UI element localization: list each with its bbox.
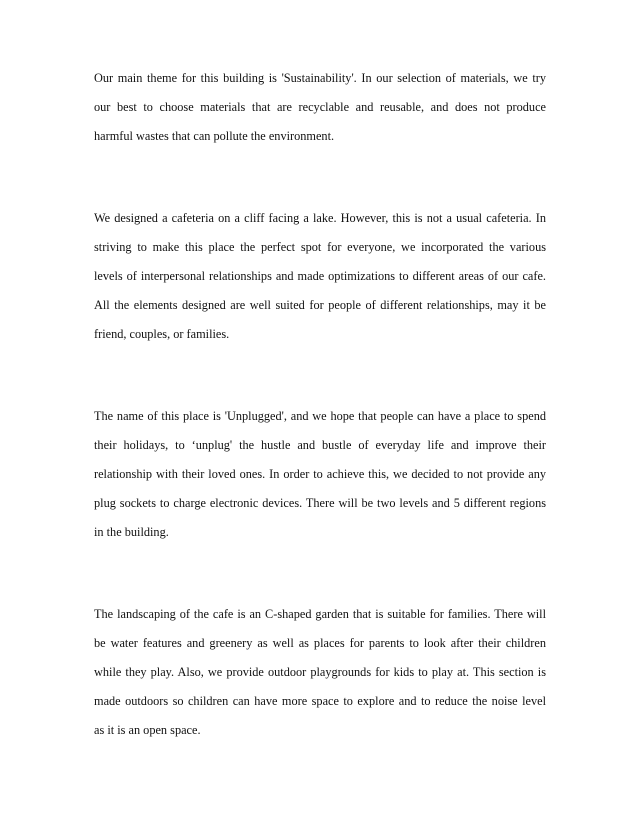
text-line: All the elements designed are well suited for people of different relationships, may it be: [94, 298, 546, 312]
paragraph-sustainability: [94, 64, 546, 151]
text-line: The name of this place is 'Unplugged', and we hope that people can have a place to spend: [94, 409, 546, 423]
text-line: while they play. Also, we provide outdoor playgrounds for kids to play at. This section is: [94, 665, 546, 679]
paragraph-cafeteria: [94, 204, 546, 349]
text-line: friend, couples, or families.: [94, 327, 230, 341]
text-line: striving to make this place the perfect spot for everyone, we incorporated the various: [94, 240, 546, 254]
text-line: our best to choose materials that are recyclable and reusable, and does not produce: [94, 100, 546, 114]
text-line: as it is an open space.: [94, 723, 201, 737]
text-line: plug sockets to charge electronic devices. There will be two levels and 5 different regions: [94, 496, 546, 510]
text-line: made outdoors so children can have more space to explore and to reduce the noise level: [94, 694, 546, 708]
text-line: harmful wastes that can pollute the environment.: [94, 129, 335, 143]
document-body: [94, 64, 546, 798]
text-line: their holidays, to ‘unplug' the hustle and bustle of everyday life and improve their: [94, 438, 546, 452]
text-line: in the building.: [94, 525, 169, 539]
paragraph-landscaping: [94, 600, 546, 745]
paragraph-unplugged: [94, 402, 546, 547]
text-line: Our main theme for this building is 'Sustainability'. In our selection of materials, we try: [94, 71, 546, 85]
text-line: levels of interpersonal relationships and made optimizations to different areas of our cafe.: [94, 269, 546, 283]
text-line: relationship with their loved ones. In order to achieve this, we decided to not provide any: [94, 467, 546, 481]
text-line: be water features and greenery as well as places for parents to look after their children: [94, 636, 546, 650]
text-line: The landscaping of the cafe is an C-shaped garden that is suitable for families. There will: [94, 607, 546, 621]
text-line: We designed a cafeteria on a cliff facing a lake. However, this is not a usual cafeteria. In: [94, 211, 546, 225]
